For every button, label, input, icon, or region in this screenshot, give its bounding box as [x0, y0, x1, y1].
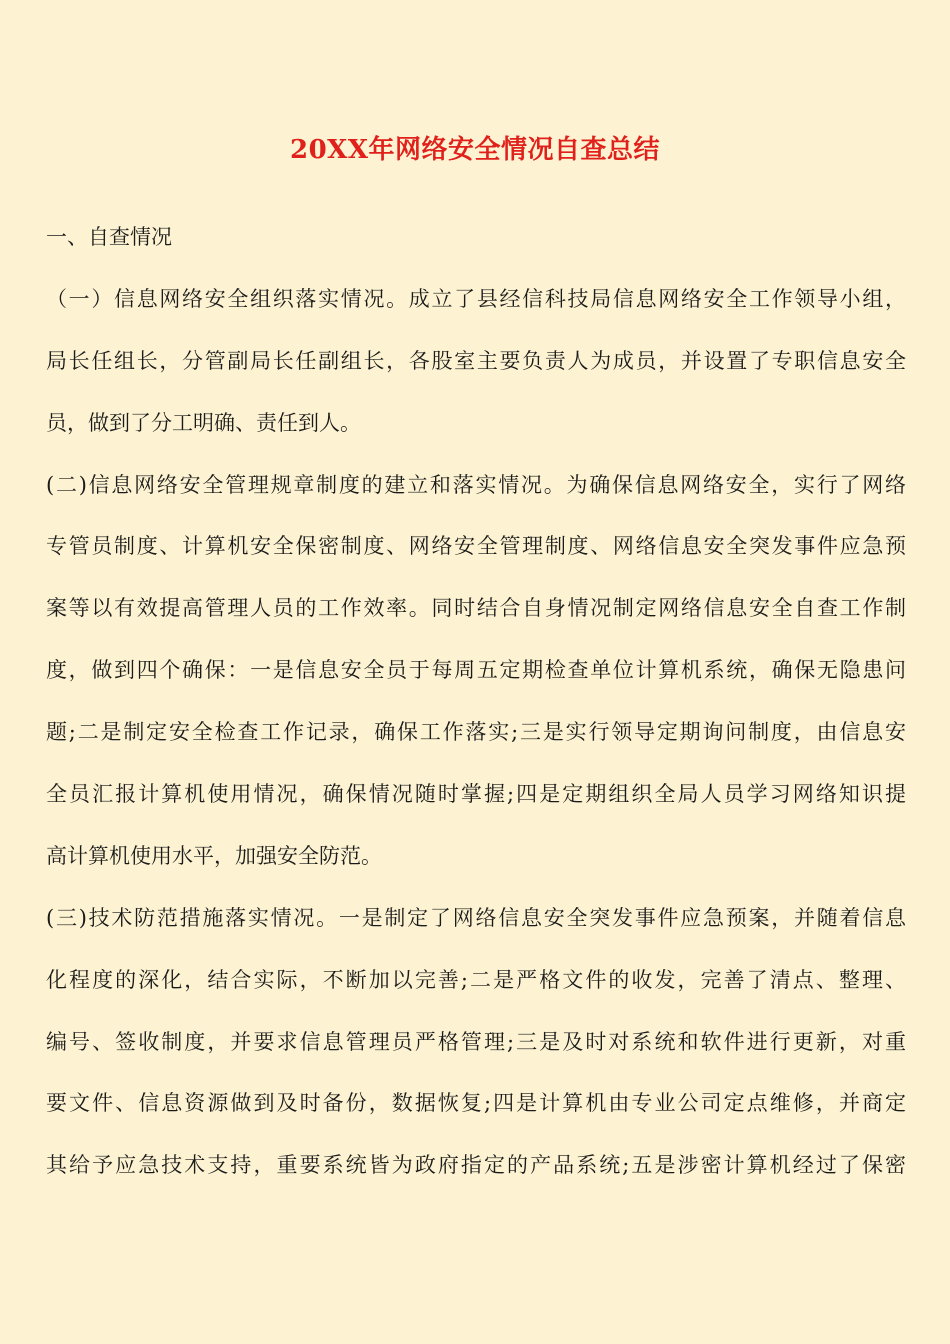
paragraph-line: 高计算机使用水平，加强安全防范。 [46, 843, 382, 868]
paragraph-line: 题;二是制定安全检查工作记录，确保工作落实;三是实行领导定期询问制度，由信息安 [46, 720, 906, 745]
paragraph-line: （一）信息网络安全组织落实情况。成立了县经信科技局信息网络安全工作领导小组， [46, 286, 906, 311]
document-body [46, 207, 906, 1197]
paragraph-line: 要文件、信息资源做到及时备份，数据恢复;四是计算机由专业公司定点维修，并商定 [46, 1091, 906, 1116]
paragraph-line: 化程度的深化，结合实际，不断加以完善;二是严格文件的收发，完善了清点、整理、 [46, 967, 906, 992]
paragraph-line: 专管员制度、计算机安全保密制度、网络安全管理制度、网络信息安全突发事件应急预 [46, 534, 906, 559]
paragraph-line: 编号、签收制度，并要求信息管理员严格管理;三是及时对系统和软件进行更新，对重 [46, 1029, 906, 1054]
paragraph-line: 案等以有效提高管理人员的工作效率。同时结合自身情况制定网络信息安全自查工作制 [46, 596, 906, 621]
paragraph-line: 局长任组长，分管副局长任副组长，各股室主要负责人为成员，并设置了专职信息安全 [46, 348, 906, 373]
paragraph-line: 其给予应急技术支持，重要系统皆为政府指定的产品系统;五是涉密计算机经过了保密 [46, 1153, 906, 1178]
paragraph-line: (二)信息网络安全管理规章制度的建立和落实情况。为确保信息网络安全，实行了网络 [46, 472, 906, 497]
paragraph-line: 全员汇报计算机使用情况，确保情况随时掌握;四是定期组织全局人员学习网络知识提 [46, 782, 906, 807]
paragraph-line: 员，做到了分工明确、责任到人。 [46, 410, 361, 435]
document-title: 20XX年网络安全情况自查总结 [289, 135, 661, 165]
section-heading: 一、自查情况 [46, 225, 172, 249]
paragraph-line: 度，做到四个确保：一是信息安全员于每周五定期检查单位计算机系统，确保无隐患问 [46, 658, 906, 683]
paragraph-line: (三)技术防范措施落实情况。一是制定了网络信息安全突发事件应急预案，并随着信息 [46, 905, 906, 930]
